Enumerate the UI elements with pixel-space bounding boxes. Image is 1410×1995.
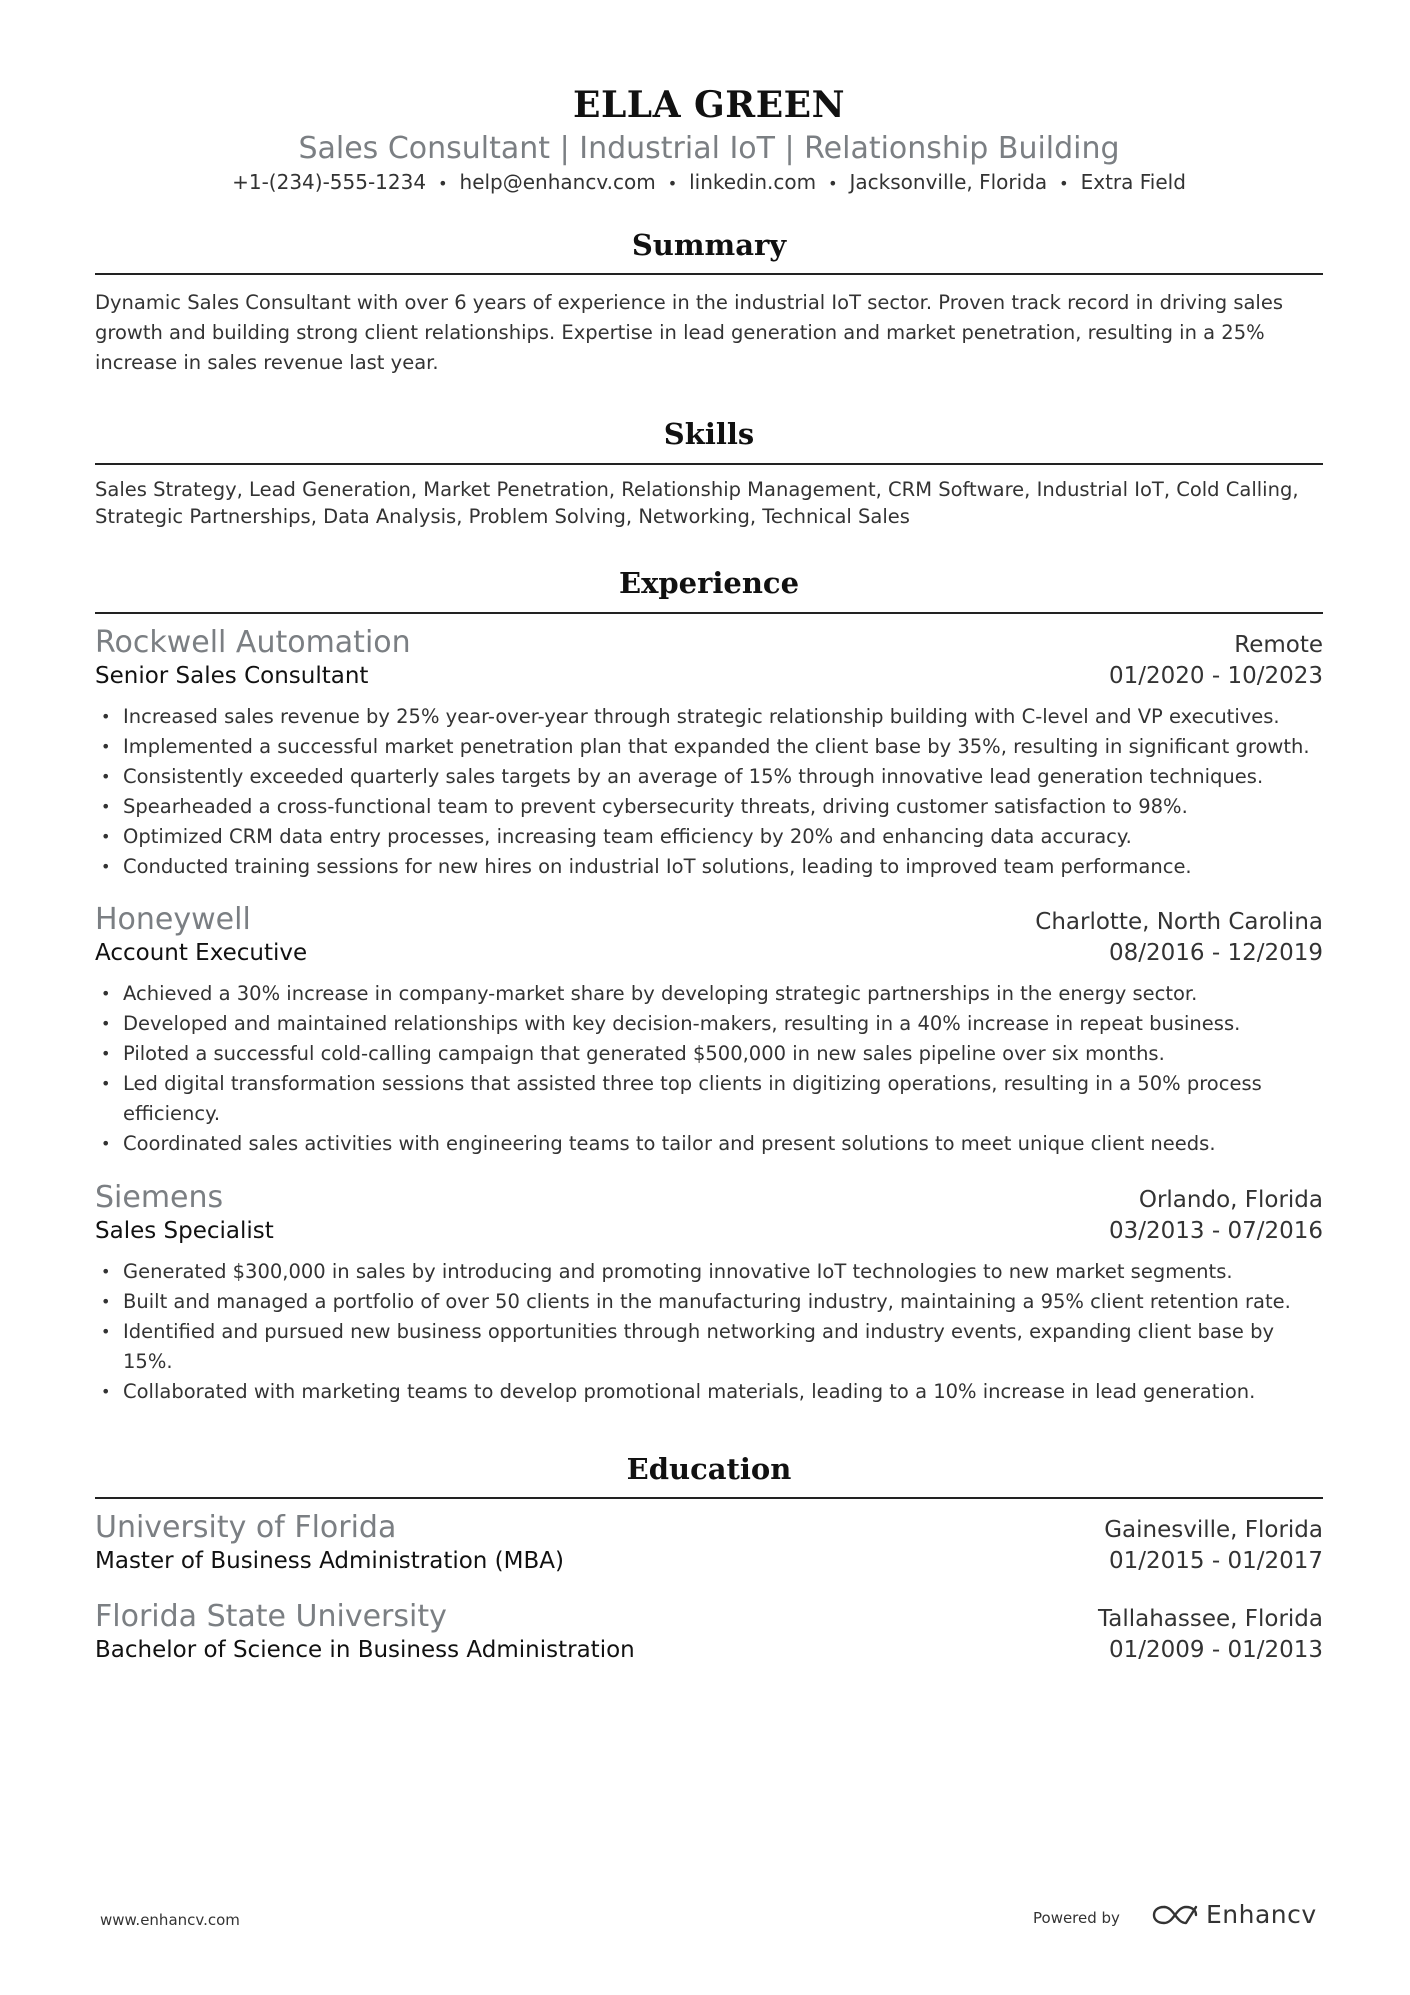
- bullet-icon: •: [101, 1382, 111, 1401]
- degree-name: Master of Business Administration (MBA): [95, 1548, 564, 1574]
- education-section-title: Education: [626, 1452, 792, 1486]
- school-location: Gainesville, Florida: [1104, 1517, 1323, 1543]
- separator-dot: •: [828, 174, 838, 193]
- achievement-item: • Identified and pursued new business opportunities through networking and industry events, expanding client base by 15%.: [95, 1317, 1323, 1377]
- contact-extra: Extra Field: [1080, 170, 1186, 194]
- bullet-icon: •: [101, 827, 111, 846]
- summary-section-title: Summary: [631, 228, 787, 262]
- job-location: Charlotte, North Carolina: [1035, 909, 1323, 935]
- achievement-item: • Collaborated with marketing teams to develop promotional materials, leading to a 10% increase in lead generation.: [95, 1377, 1323, 1407]
- education-dates: 01/2009 - 01/2013: [1108, 1637, 1323, 1663]
- education-entry: [95, 1599, 1323, 1672]
- separator-dot: •: [438, 174, 448, 193]
- bullet-icon: •: [101, 767, 111, 786]
- education-dates: 01/2015 - 01/2017: [1108, 1548, 1323, 1574]
- bullet-icon: •: [101, 707, 111, 726]
- footer-website-link[interactable]: www.enhancv.com: [100, 1911, 240, 1929]
- school-location: Tallahassee, Florida: [1097, 1606, 1323, 1632]
- bullet-icon: •: [101, 1074, 111, 1093]
- bullet-icon: •: [101, 737, 111, 756]
- bullet-icon: •: [101, 857, 111, 876]
- achievement-item: • Conducted training sessions for new hires on industrial IoT solutions, leading to improved team performance.: [95, 852, 1323, 882]
- candidate-name: ELLA GREEN: [573, 84, 845, 126]
- summary-divider: [95, 273, 1323, 275]
- degree-name: Bachelor of Science in Business Administration: [95, 1637, 635, 1663]
- experience-entry: [95, 625, 1323, 882]
- bullet-icon: •: [101, 1014, 111, 1033]
- achievement-list: [95, 1257, 1323, 1407]
- separator-dot: •: [1059, 174, 1069, 193]
- achievement-item: • Piloted a successful cold-calling campaign that generated $500,000 in new sales pipeline over six months.: [95, 1039, 1323, 1069]
- achievement-item: • Spearheaded a cross-functional team to prevent cybersecurity threats, driving customer satisfaction to 98%.: [95, 792, 1323, 822]
- job-dates: 01/2020 - 10/2023: [1108, 663, 1323, 689]
- job-title: Senior Sales Consultant: [95, 663, 369, 689]
- enhancv-logo-icon: [1152, 1903, 1198, 1927]
- skills-text: Sales Strategy, Lead Generation, Market Penetration, Relationship Management, CRM Software, Industrial IoT, Cold Calling, Strategic Partnerships, Data Analysis, Problem Solving, Networking, Technical Sales: [95, 478, 1299, 528]
- bullet-icon: •: [101, 1262, 111, 1281]
- bullet-icon: •: [101, 1292, 111, 1311]
- school-name: Florida State University: [95, 1599, 447, 1634]
- contact-linkedin: linkedin.com: [689, 170, 817, 194]
- contact-phone: +1-(234)-555-1234: [232, 170, 427, 194]
- achievement-item: • Increased sales revenue by 25% year-over-year through strategic relationship building with C-level and VP executives.: [95, 702, 1323, 732]
- bullet-icon: •: [101, 1322, 111, 1341]
- bullet-icon: •: [101, 1044, 111, 1063]
- job-dates: 08/2016 - 12/2019: [1108, 940, 1323, 966]
- job-title: Sales Specialist: [95, 1218, 274, 1244]
- experience-entry: [95, 902, 1323, 1159]
- bullet-icon: •: [101, 797, 111, 816]
- experience-entry: [95, 1180, 1323, 1407]
- brand-name: Enhancv: [1206, 1900, 1317, 1929]
- company-name: Honeywell: [95, 902, 251, 937]
- achievement-list: [95, 702, 1323, 882]
- experience-section-title: Experience: [618, 566, 800, 600]
- powered-by-label: Powered by: [1033, 1909, 1120, 1927]
- achievement-item: • Coordinated sales activities with engineering teams to tailor and present solutions to meet unique client needs.: [95, 1129, 1323, 1159]
- achievement-item: • Implemented a successful market penetration plan that expanded the client base by 35%, resulting in significant growth.: [95, 732, 1323, 762]
- achievement-item: • Generated $300,000 in sales by introducing and promoting innovative IoT technologies to new market segments.: [95, 1257, 1323, 1287]
- bullet-icon: •: [101, 1134, 111, 1153]
- achievement-item: • Optimized CRM data entry processes, increasing team efficiency by 20% and enhancing data accuracy.: [95, 822, 1323, 852]
- achievement-item: • Achieved a 30% increase in company-market share by developing strategic partnerships in the energy sector.: [95, 979, 1323, 1009]
- summary-text: Dynamic Sales Consultant with over 6 years of experience in the industrial IoT sector. Proven track record in driving sales growth and building strong client relationships. Expertise in lead generation and market penetration, resulting in a 25% increase in sales revenue last year.: [95, 291, 1283, 374]
- achievement-item: • Led digital transformation sessions that assisted three top clients in digitizing operations, resulting in a 50% process efficiency.: [95, 1069, 1323, 1129]
- enhancv-brand[interactable]: [1152, 1900, 1317, 1929]
- achievement-list: [95, 979, 1323, 1159]
- company-name: Siemens: [95, 1180, 224, 1215]
- skills-section-title: Skills: [663, 417, 755, 451]
- job-dates: 03/2013 - 07/2016: [1108, 1218, 1323, 1244]
- bullet-icon: •: [101, 984, 111, 1003]
- candidate-headline: Sales Consultant | Industrial IoT | Relationship Building: [298, 131, 1120, 166]
- education-entry: [95, 1510, 1323, 1583]
- education-divider: [95, 1497, 1323, 1499]
- contact-line: [95, 170, 1323, 194]
- contact-location: Jacksonville, Florida: [849, 170, 1048, 194]
- job-title: Account Executive: [95, 940, 308, 966]
- achievement-item: • Built and managed a portfolio of over 50 clients in the manufacturing industry, maintaining a 95% client retention rate.: [95, 1287, 1323, 1317]
- experience-divider: [95, 612, 1323, 614]
- skills-divider: [95, 463, 1323, 465]
- separator-dot: •: [667, 174, 678, 193]
- contact-email: help@enhancv.com: [459, 170, 656, 194]
- company-name: Rockwell Automation: [95, 625, 411, 660]
- school-name: University of Florida: [95, 1510, 397, 1545]
- job-location: Remote: [1234, 632, 1323, 658]
- achievement-item: • Developed and maintained relationships with key decision-makers, resulting in a 40% increase in repeat business.: [95, 1009, 1323, 1039]
- job-location: Orlando, Florida: [1138, 1187, 1323, 1213]
- achievement-item: • Consistently exceeded quarterly sales targets by an average of 15% through innovative lead generation techniques.: [95, 762, 1323, 792]
